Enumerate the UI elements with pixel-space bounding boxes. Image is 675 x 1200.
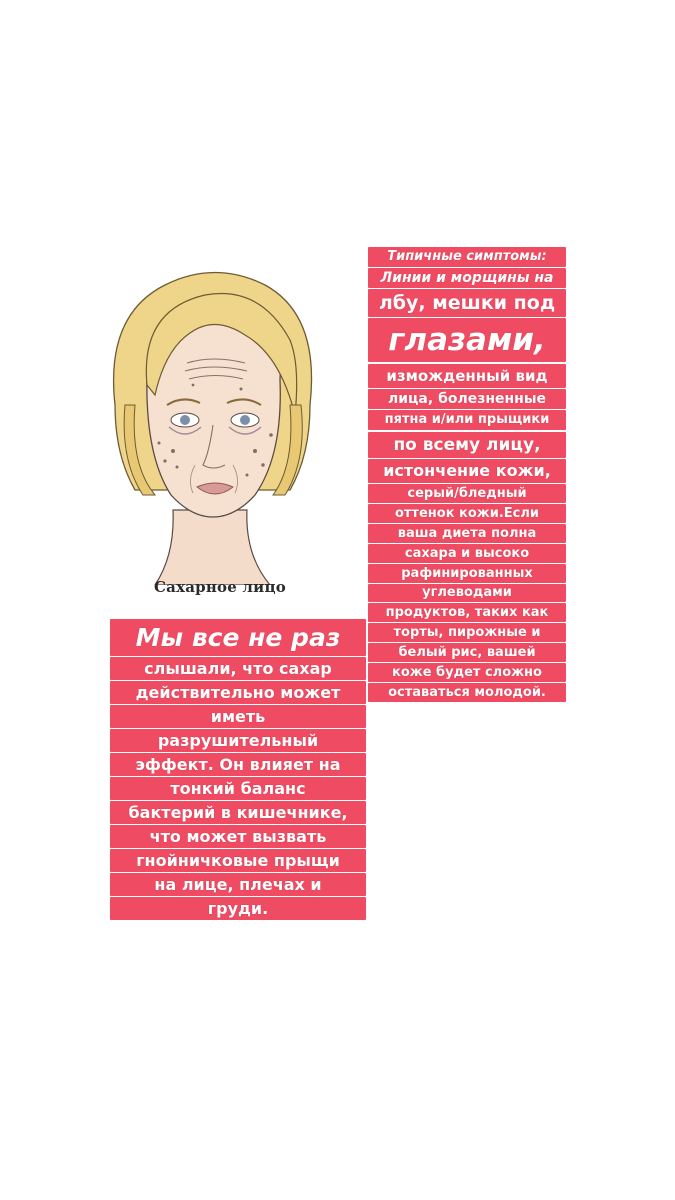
symptoms-line: пятна и/или прыщики <box>368 410 566 430</box>
symptoms-line: коже будет сложно <box>368 663 566 682</box>
sugar-line: действительно может <box>110 681 366 704</box>
sugar-line: что может вызвать <box>110 825 366 848</box>
sugar-line: иметь <box>110 705 366 728</box>
sugar-line: Мы все не раз <box>110 619 366 656</box>
symptoms-line: сахара и высоко <box>368 544 566 563</box>
symptoms-line: оттенок кожи.Если <box>368 504 566 523</box>
sugar-line: гнойничковые прыщи <box>110 849 366 872</box>
sugar-line: груди. <box>110 897 366 920</box>
symptoms-line: Типичные симптомы: <box>368 247 566 267</box>
symptoms-line: истончение кожи, <box>368 459 566 483</box>
sugar-line: эффект. Он влияет на <box>110 753 366 776</box>
sugar-line: на лице, плечах и <box>110 873 366 896</box>
symptoms-line: глазами, <box>368 318 566 362</box>
illustration-caption: Сахарное лицо <box>154 578 286 596</box>
symptoms-line: рафинированных <box>368 564 566 583</box>
symptoms-line: серый/бледный <box>368 484 566 503</box>
symptoms-line: ваша диета полна <box>368 524 566 543</box>
sugar-line: бактерий в кишечнике, <box>110 801 366 824</box>
symptoms-line: продуктов, таких как <box>368 603 566 622</box>
sugar-line: тонкий баланс <box>110 777 366 800</box>
sugar-line: слышали, что сахар <box>110 657 366 680</box>
sugar-face-illustration <box>95 255 330 585</box>
symptoms-line: белый рис, вашей <box>368 643 566 662</box>
sugar-line: разрушительный <box>110 729 366 752</box>
symptoms-line: лбу, мешки под <box>368 289 566 317</box>
symptoms-line: углеводами <box>368 584 566 602</box>
symptoms-line: по всему лицу, <box>368 432 566 458</box>
symptoms-line: изможденный вид <box>368 364 566 388</box>
symptoms-line: торты, пирожные и <box>368 623 566 642</box>
symptoms-line: оставаться молодой. <box>368 683 566 702</box>
symptoms-line: Линии и морщины на <box>368 268 566 288</box>
symptoms-line: лица, болезненные <box>368 389 566 409</box>
